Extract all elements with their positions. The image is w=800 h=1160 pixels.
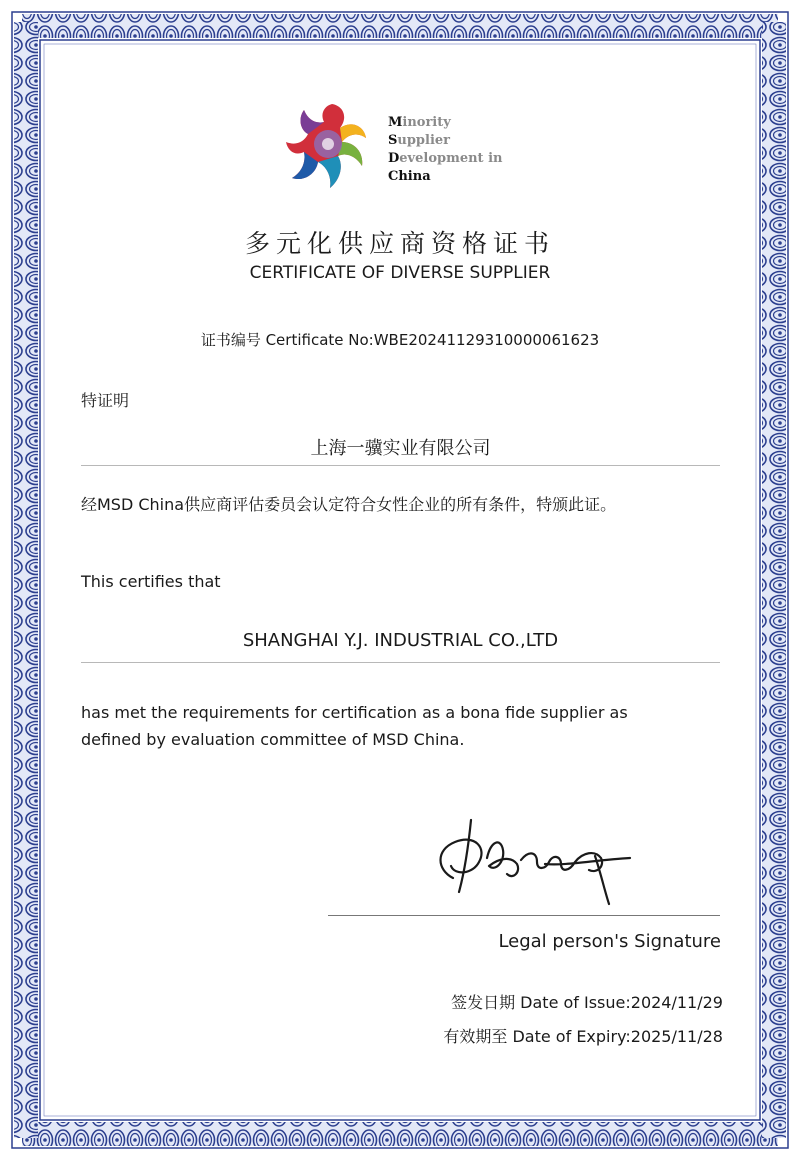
company-name-english: SHANGHAI Y.J. INDUSTRIAL CO.,LTD xyxy=(242,630,559,651)
logo-cap-d: D xyxy=(388,151,400,166)
logo-china: China xyxy=(388,169,431,184)
logo-cap-s: S xyxy=(388,133,398,148)
title-chinese: 多元化供应商资格证书 xyxy=(244,229,555,258)
logo-wordmark xyxy=(388,114,502,186)
divider xyxy=(81,465,720,466)
company-name-chinese: 上海一骥实业有限公司 xyxy=(310,438,491,459)
statement-english xyxy=(81,699,701,753)
msd-china-logo xyxy=(282,96,522,196)
issue-date: 签发日期 Date of Issue:2024/11/29 xyxy=(451,993,723,1012)
expiry-date: 有效期至 Date of Expiry:2025/11/28 xyxy=(443,1027,723,1046)
title-english: CERTIFICATE OF DIVERSE SUPPLIER xyxy=(249,263,551,283)
logo-rest-3: evelopment in xyxy=(399,151,503,166)
logo-cap-m: M xyxy=(388,115,403,130)
logo-rest-1: inority xyxy=(402,115,451,130)
logo-emblem-icon xyxy=(282,96,382,196)
certify-english: This certifies that xyxy=(81,572,221,591)
statement-english-line-1: has met the requirements for certification as a bona fide supplier as xyxy=(81,703,628,722)
divider xyxy=(81,662,720,663)
signature-image xyxy=(425,800,645,910)
signature-line xyxy=(328,915,720,916)
certify-chinese: 特证明 xyxy=(81,391,130,410)
signature-label: Legal person's Signature xyxy=(498,931,721,952)
statement-english-line-2: defined by evaluation committee of MSD China. xyxy=(81,730,465,749)
statement-chinese: 经MSD China供应商评估委员会认定符合女性企业的所有条件，特颁此证。 xyxy=(81,495,617,514)
certificate-number: 证书编号 Certificate No:WBE20241129310000061623 xyxy=(200,331,600,349)
logo-rest-2: upplier xyxy=(397,133,451,148)
